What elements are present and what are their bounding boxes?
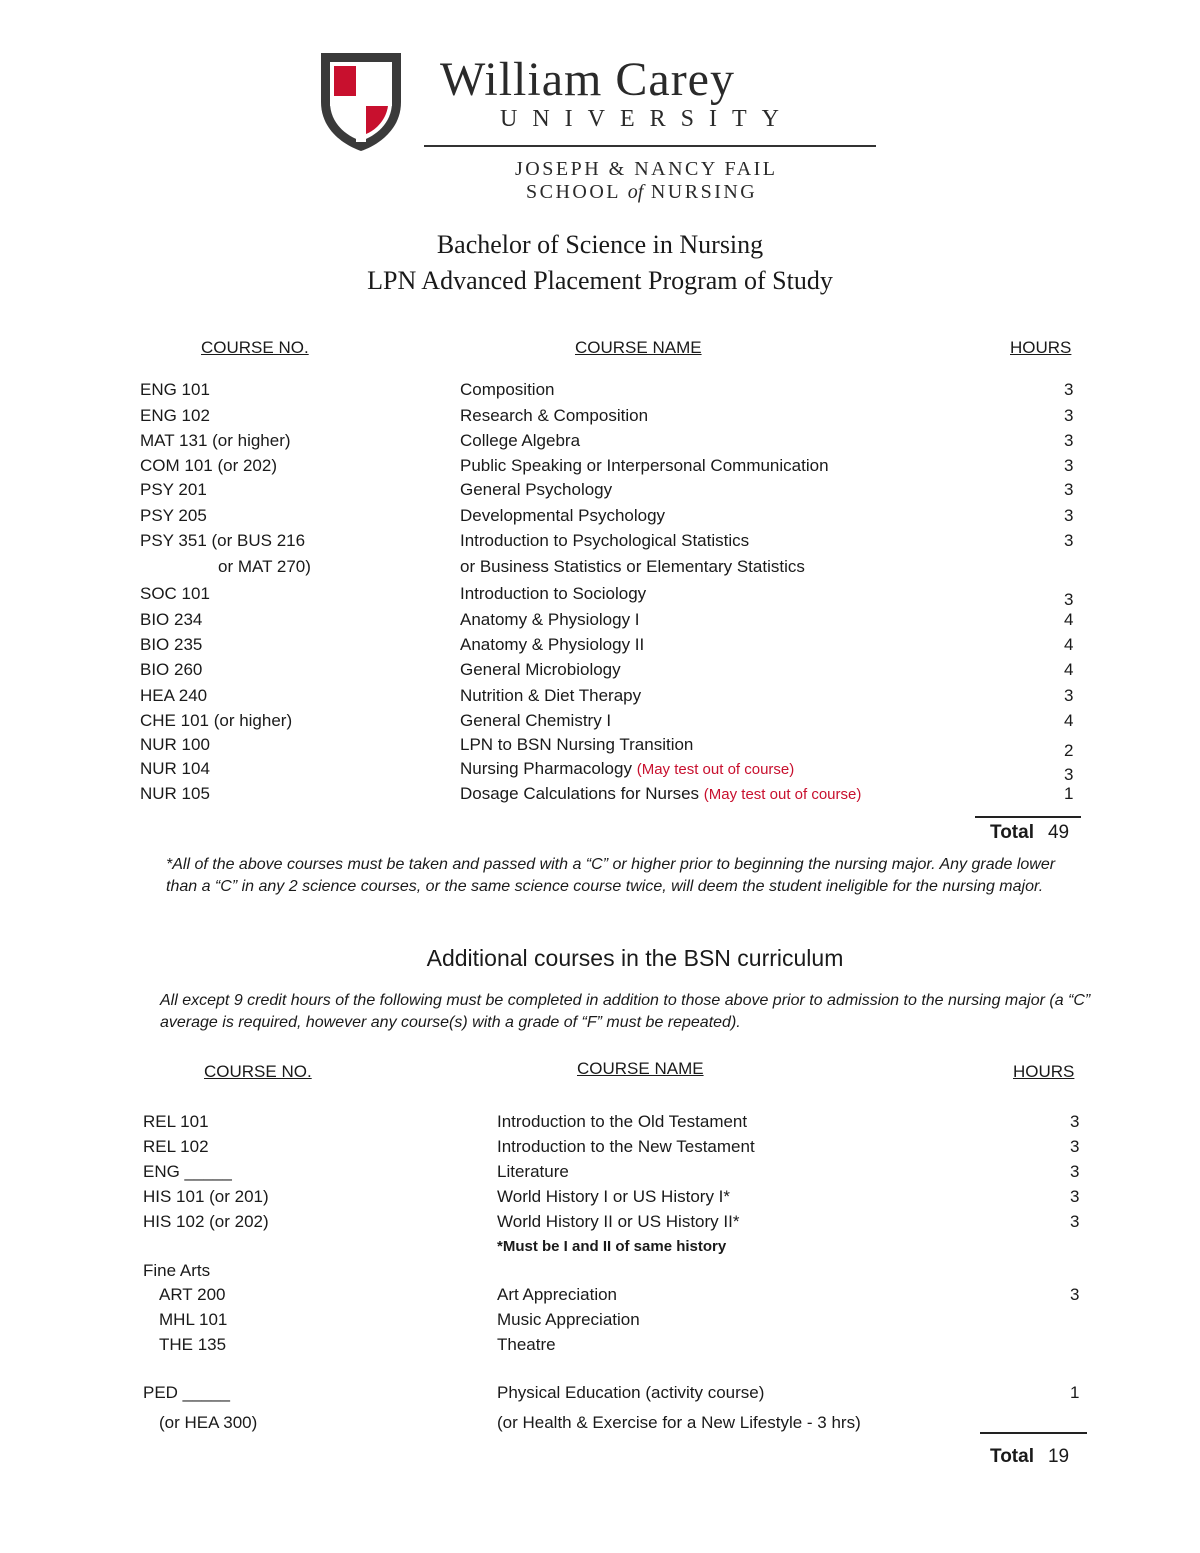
course-number: ENG _____ [143,1162,232,1181]
t2-row [0,1335,1200,1359]
course-number: ENG 102 [140,406,210,425]
course-hours: 4 [1064,711,1074,730]
t2-row [0,1383,1200,1407]
course-number: PED _____ [143,1383,230,1402]
course-name [497,1285,617,1305]
course-name [460,660,621,680]
course-number: BIO 260 [140,660,203,679]
t2-header-hours: HOURS [1013,1062,1075,1081]
course-name [460,506,665,526]
course-name-text: General Chemistry I [460,711,612,730]
course-name-text: World History II or US History II* [497,1212,740,1231]
course-name [497,1112,747,1132]
t2-row [0,1285,1200,1309]
t2-total: Total 19 [990,1446,1070,1467]
t1-row [0,480,1200,504]
course-name-text: or Business Statistics or Elementary Statistics [460,557,805,576]
course-name-text: Art Appreciation [497,1285,618,1304]
t2-row [0,1310,1200,1334]
course-hours: 3 [1064,431,1074,450]
course-number: PSY 201 [140,480,207,499]
course-name [497,1137,755,1157]
course-name [460,480,612,500]
course-name [460,735,693,755]
course-hours: 3 [1064,765,1074,784]
course-name-text: General Microbiology [460,660,621,679]
course-name [497,1310,640,1330]
course-hours: 3 [1070,1285,1080,1304]
course-number: Fine Arts [143,1261,211,1280]
course-hours: 3 [1064,686,1074,705]
page-title: Bachelor of Science in Nursing [436,230,764,259]
course-number: PSY 351 (or BUS 216 [140,531,306,550]
t1-row [0,759,1200,783]
course-number: (or HEA 300) [159,1413,258,1432]
course-name [460,610,640,630]
course-hours: 3 [1070,1187,1080,1206]
shield-logo-icon [318,50,404,154]
course-hours: 4 [1064,610,1074,629]
course-number: HEA 240 [140,686,208,705]
t1-header-course-name: COURSE NAME [575,338,702,357]
course-name [460,380,555,400]
course-name [497,1187,730,1207]
course-name [460,711,611,731]
course-name [497,1413,861,1433]
course-hours: 3 [1070,1212,1080,1231]
t1-row [0,406,1200,430]
t1-total: Total 49 [990,822,1070,843]
course-hours: 3 [1064,506,1074,525]
course-number: or MAT 270) [218,557,311,576]
test-out-note: (May test out of course) [703,786,862,803]
t1-total-rule [975,816,1081,818]
course-hours: 3 [1070,1112,1080,1131]
course-name [460,531,749,551]
school-line-2: SCHOOL of NURSING [526,181,758,203]
prerequisite-note: *All of the above courses must be taken and passed with a “C” or higher prior to beginning the nursing major. Any grade lower than a “C” in any 2 science courses, or the same science course twice, will deem the student ineligible for the nursing major. [166,856,1056,895]
t2-total-rule [980,1432,1087,1434]
course-name-text: College Algebra [460,431,581,450]
t2-row [0,1137,1200,1161]
course-name-text: *Must be I and II of same history [497,1238,727,1255]
course-name [460,784,861,804]
course-name-text: Introduction to Psychological Statistics [460,531,750,550]
school-line-1: JOSEPH & NANCY FAIL [515,158,778,180]
course-name-text: Developmental Psychology [460,506,666,525]
course-hours: 3 [1064,456,1074,475]
course-name-text: Public Speaking or Interpersonal Communication [460,456,829,475]
course-name-text: Introduction to the New Testament [497,1137,755,1156]
section-title: Additional courses in the BSN curriculum [426,945,844,971]
t2-row [0,1212,1200,1236]
course-number: BIO 234 [140,610,203,629]
t2-row [0,1261,1200,1285]
course-name [460,686,641,706]
course-name-text: World History I or US History I* [497,1187,731,1206]
t1-row [0,735,1200,759]
course-hours: 3 [1070,1162,1080,1181]
course-number: BIO 235 [140,635,203,654]
course-name [460,431,580,451]
course-hours: 3 [1064,531,1074,550]
t1-row [0,784,1200,808]
course-number: NUR 100 [140,735,210,754]
t1-row [0,380,1200,404]
course-name [460,557,805,577]
t2-header-course-name: COURSE NAME [577,1059,704,1078]
course-hours: 4 [1064,635,1074,654]
t1-row [0,635,1200,659]
course-number: COM 101 (or 202) [140,456,277,475]
t1-row [0,660,1200,684]
course-name [497,1212,739,1232]
course-hours: 3 [1064,406,1074,425]
t1-row [0,610,1200,634]
course-name-text: Nursing Pharmacology [460,759,632,778]
t1-row [0,711,1200,735]
course-number: ENG 101 [140,380,210,399]
section-note: All except 9 credit hours of the following must be completed in addition to those above prior to admission to the nursing major (a “C” average is required, however any course(s) with a grade of “F” must be repeated). [160,992,1091,1031]
course-hours: 3 [1064,380,1074,399]
course-number: MHL 101 [159,1310,228,1329]
t1-row [0,456,1200,480]
t1-row [0,686,1200,710]
course-name [497,1335,556,1355]
course-name-text: (or Health & Exercise for a New Lifestyle - 3 hrs) [497,1413,861,1432]
t2-row [0,1236,1200,1260]
course-hours: 4 [1064,660,1074,679]
course-name-text: Physical Education (activity course) [497,1383,765,1402]
course-hours: 3 [1070,1137,1080,1156]
course-hours: 1 [1070,1383,1080,1402]
course-name-text: LPN to BSN Nursing Transition [460,735,694,754]
course-number: MAT 131 (or higher) [140,431,291,450]
course-name [460,635,644,655]
course-name-text: Composition [460,380,555,399]
course-number: PSY 205 [140,506,207,525]
course-number: HIS 102 (or 202) [143,1212,269,1231]
t2-row [0,1112,1200,1136]
course-name [497,1236,726,1256]
header-rule [424,145,876,147]
course-name-text: Research & Composition [460,406,649,425]
course-name [497,1162,569,1182]
t1-row [0,557,1200,581]
course-hours: 2 [1064,741,1074,760]
course-number: THE 135 [159,1335,227,1354]
course-number: ART 200 [159,1285,226,1304]
t1-header-course-no: COURSE NO. [201,338,309,357]
course-name-text: Nutrition & Diet Therapy [460,686,642,705]
course-name [460,406,648,426]
course-name-text: Anatomy & Physiology I [460,610,640,629]
course-hours: 1 [1064,784,1074,803]
course-name [497,1383,764,1403]
course-name-text: General Psychology [460,480,613,499]
course-number: REL 101 [143,1112,209,1131]
university-name: William Carey [440,53,735,106]
course-name [460,584,646,604]
t1-header-hours: HOURS [1010,338,1072,357]
course-number: CHE 101 (or higher) [140,711,293,730]
course-name-text: Theatre [497,1335,556,1354]
t1-row [0,506,1200,530]
course-hours: 3 [1064,480,1074,499]
t1-row [0,431,1200,455]
course-name [460,456,829,476]
t2-row [0,1187,1200,1211]
t2-header-course-no: COURSE NO. [204,1062,312,1081]
page-subtitle: LPN Advanced Placement Program of Study [367,266,833,295]
course-name-text: Dosage Calculations for Nurses [460,784,700,803]
course-number: HIS 101 (or 201) [143,1187,269,1206]
test-out-note: (May test out of course) [636,761,795,778]
course-number: NUR 104 [140,759,210,778]
course-name-text: Literature [497,1162,569,1181]
course-name-text: Music Appreciation [497,1310,640,1329]
course-number: REL 102 [143,1137,209,1156]
course-hours: 3 [1064,590,1074,609]
course-number: SOC 101 [140,584,210,603]
course-name-text: Introduction to Sociology [460,584,647,603]
course-name [460,759,794,779]
university-sub: UNIVERSITY [500,106,794,132]
t1-row [0,531,1200,555]
course-name-text: Anatomy & Physiology II [460,635,645,654]
t1-row [0,584,1200,608]
course-name-text: Introduction to the Old Testament [497,1112,748,1131]
course-number: NUR 105 [140,784,210,803]
t2-row [0,1162,1200,1186]
